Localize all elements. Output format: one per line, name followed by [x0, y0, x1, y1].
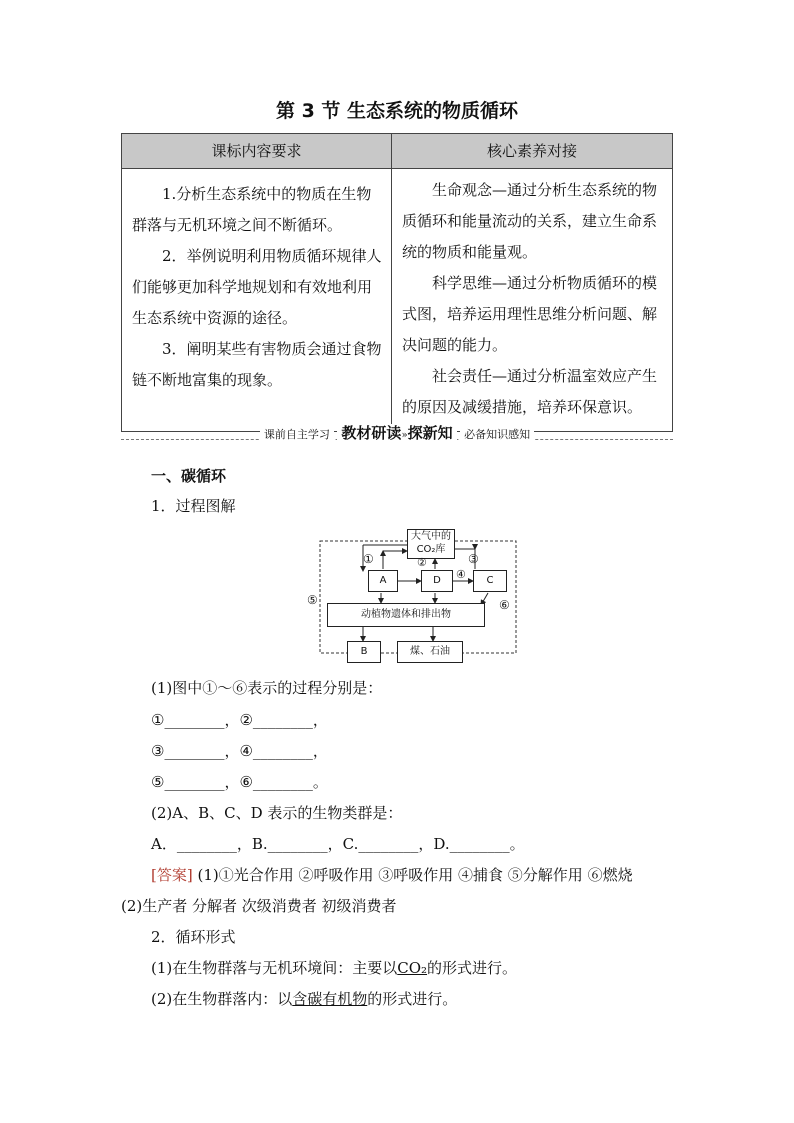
requirement-item: 3．阐明某些有害物质会通过食物链不断地富集的现象。: [132, 340, 382, 389]
section-banner: [121, 422, 673, 444]
question-2-blanks: A．________，B.________，C.________，D.________。: [151, 835, 525, 853]
literacy-item: 社会责任—通过分析温室效应产生的原因及减缓措施，培养环保意识。: [402, 367, 658, 416]
co2-keyword: CO₂: [397, 959, 428, 977]
table-header-left: 课标内容要求: [122, 134, 392, 169]
page-title: 第 3 节 生态系统的物质循环: [275, 100, 519, 122]
banner-separator-icon: »: [401, 430, 408, 441]
banner-right: 必备知识感知: [460, 428, 534, 441]
answer-part-1: (1)①光合作用 ②呼吸作用 ③呼吸作用 ④捕食 ⑤分解作用 ⑥燃烧: [192, 866, 633, 884]
subheading-cycle-form: 2．循环形式: [151, 928, 236, 946]
literacy-item: 生命观念—通过分析生态系统的物质循环和能量流动的关系，建立生命系统的物质和能量观。: [402, 181, 658, 261]
process-3-label: ③: [468, 552, 479, 566]
group-a-box: A: [368, 570, 398, 592]
literacy-item: 科学思维—通过分析物质循环的模式图，培养运用理性思维分析问题、解决问题的能力。: [402, 274, 658, 354]
organic-carbon-keyword: 含碳有机物: [292, 990, 368, 1008]
process-6-label: ⑥: [499, 598, 510, 612]
table-header-right: 核心素养对接: [392, 134, 673, 169]
answer-tag: [答案]: [151, 866, 193, 884]
process-5-label: ⑤: [307, 593, 318, 607]
standards-table: [121, 133, 673, 432]
atmosphere-co2-pool-box: 大气中的 CO₂库: [407, 529, 455, 559]
process-2-label: ②: [417, 556, 427, 569]
answer-line-2: (2)生产者 分解者 次级消费者 初级消费者: [121, 897, 397, 915]
cycle-form-1: (1)在生物群落与无机环境间：主要以CO₂的形式进行。: [151, 959, 518, 977]
curriculum-requirements-cell: [122, 169, 392, 432]
group-d-box: D: [421, 570, 453, 592]
remains-excreta-box: 动植物遗体和排出物: [327, 603, 485, 627]
subheading-process-diagram: 1．过程图解: [151, 497, 236, 515]
banner-main: 教材研读: [337, 424, 401, 442]
requirement-item: 2．举例说明利用物质循环规律人们能够更加科学地规划和有效地利用生态系统中资源的途径。: [132, 247, 382, 327]
banner-left: 课前自主学习: [260, 428, 334, 441]
question-2: (2)A、B、C、D 表示的生物类群是：: [151, 804, 403, 822]
question-1-blanks-row1: ①________，②________，: [151, 711, 328, 729]
group-c-box: C: [473, 570, 507, 592]
process-1-label: ①: [363, 552, 374, 566]
group-b-box: B: [347, 641, 381, 663]
cycle-form-2: (2)在生物群落内：以含碳有机物的形式进行。: [151, 990, 458, 1008]
question-1-blanks-row3: ⑤________，⑥________。: [151, 773, 328, 791]
banner-main2: 探新知: [408, 424, 457, 442]
requirement-item: 1.分析生态系统中的物质在生物群落与无机环境之间不断循环。: [132, 185, 372, 234]
question-1-blanks-row2: ③________，④________，: [151, 742, 328, 760]
carbon-cycle-diagram: [303, 525, 525, 665]
coal-oil-box: 煤、石油: [397, 641, 463, 663]
process-4-label: ④: [456, 568, 466, 581]
answer-line-1: [151, 859, 633, 891]
core-literacy-cell: [392, 169, 673, 432]
section-heading-carbon-cycle: 一、碳循环: [151, 467, 227, 485]
question-1: (1)图中①～⑥表示的过程分别是：: [151, 679, 383, 697]
